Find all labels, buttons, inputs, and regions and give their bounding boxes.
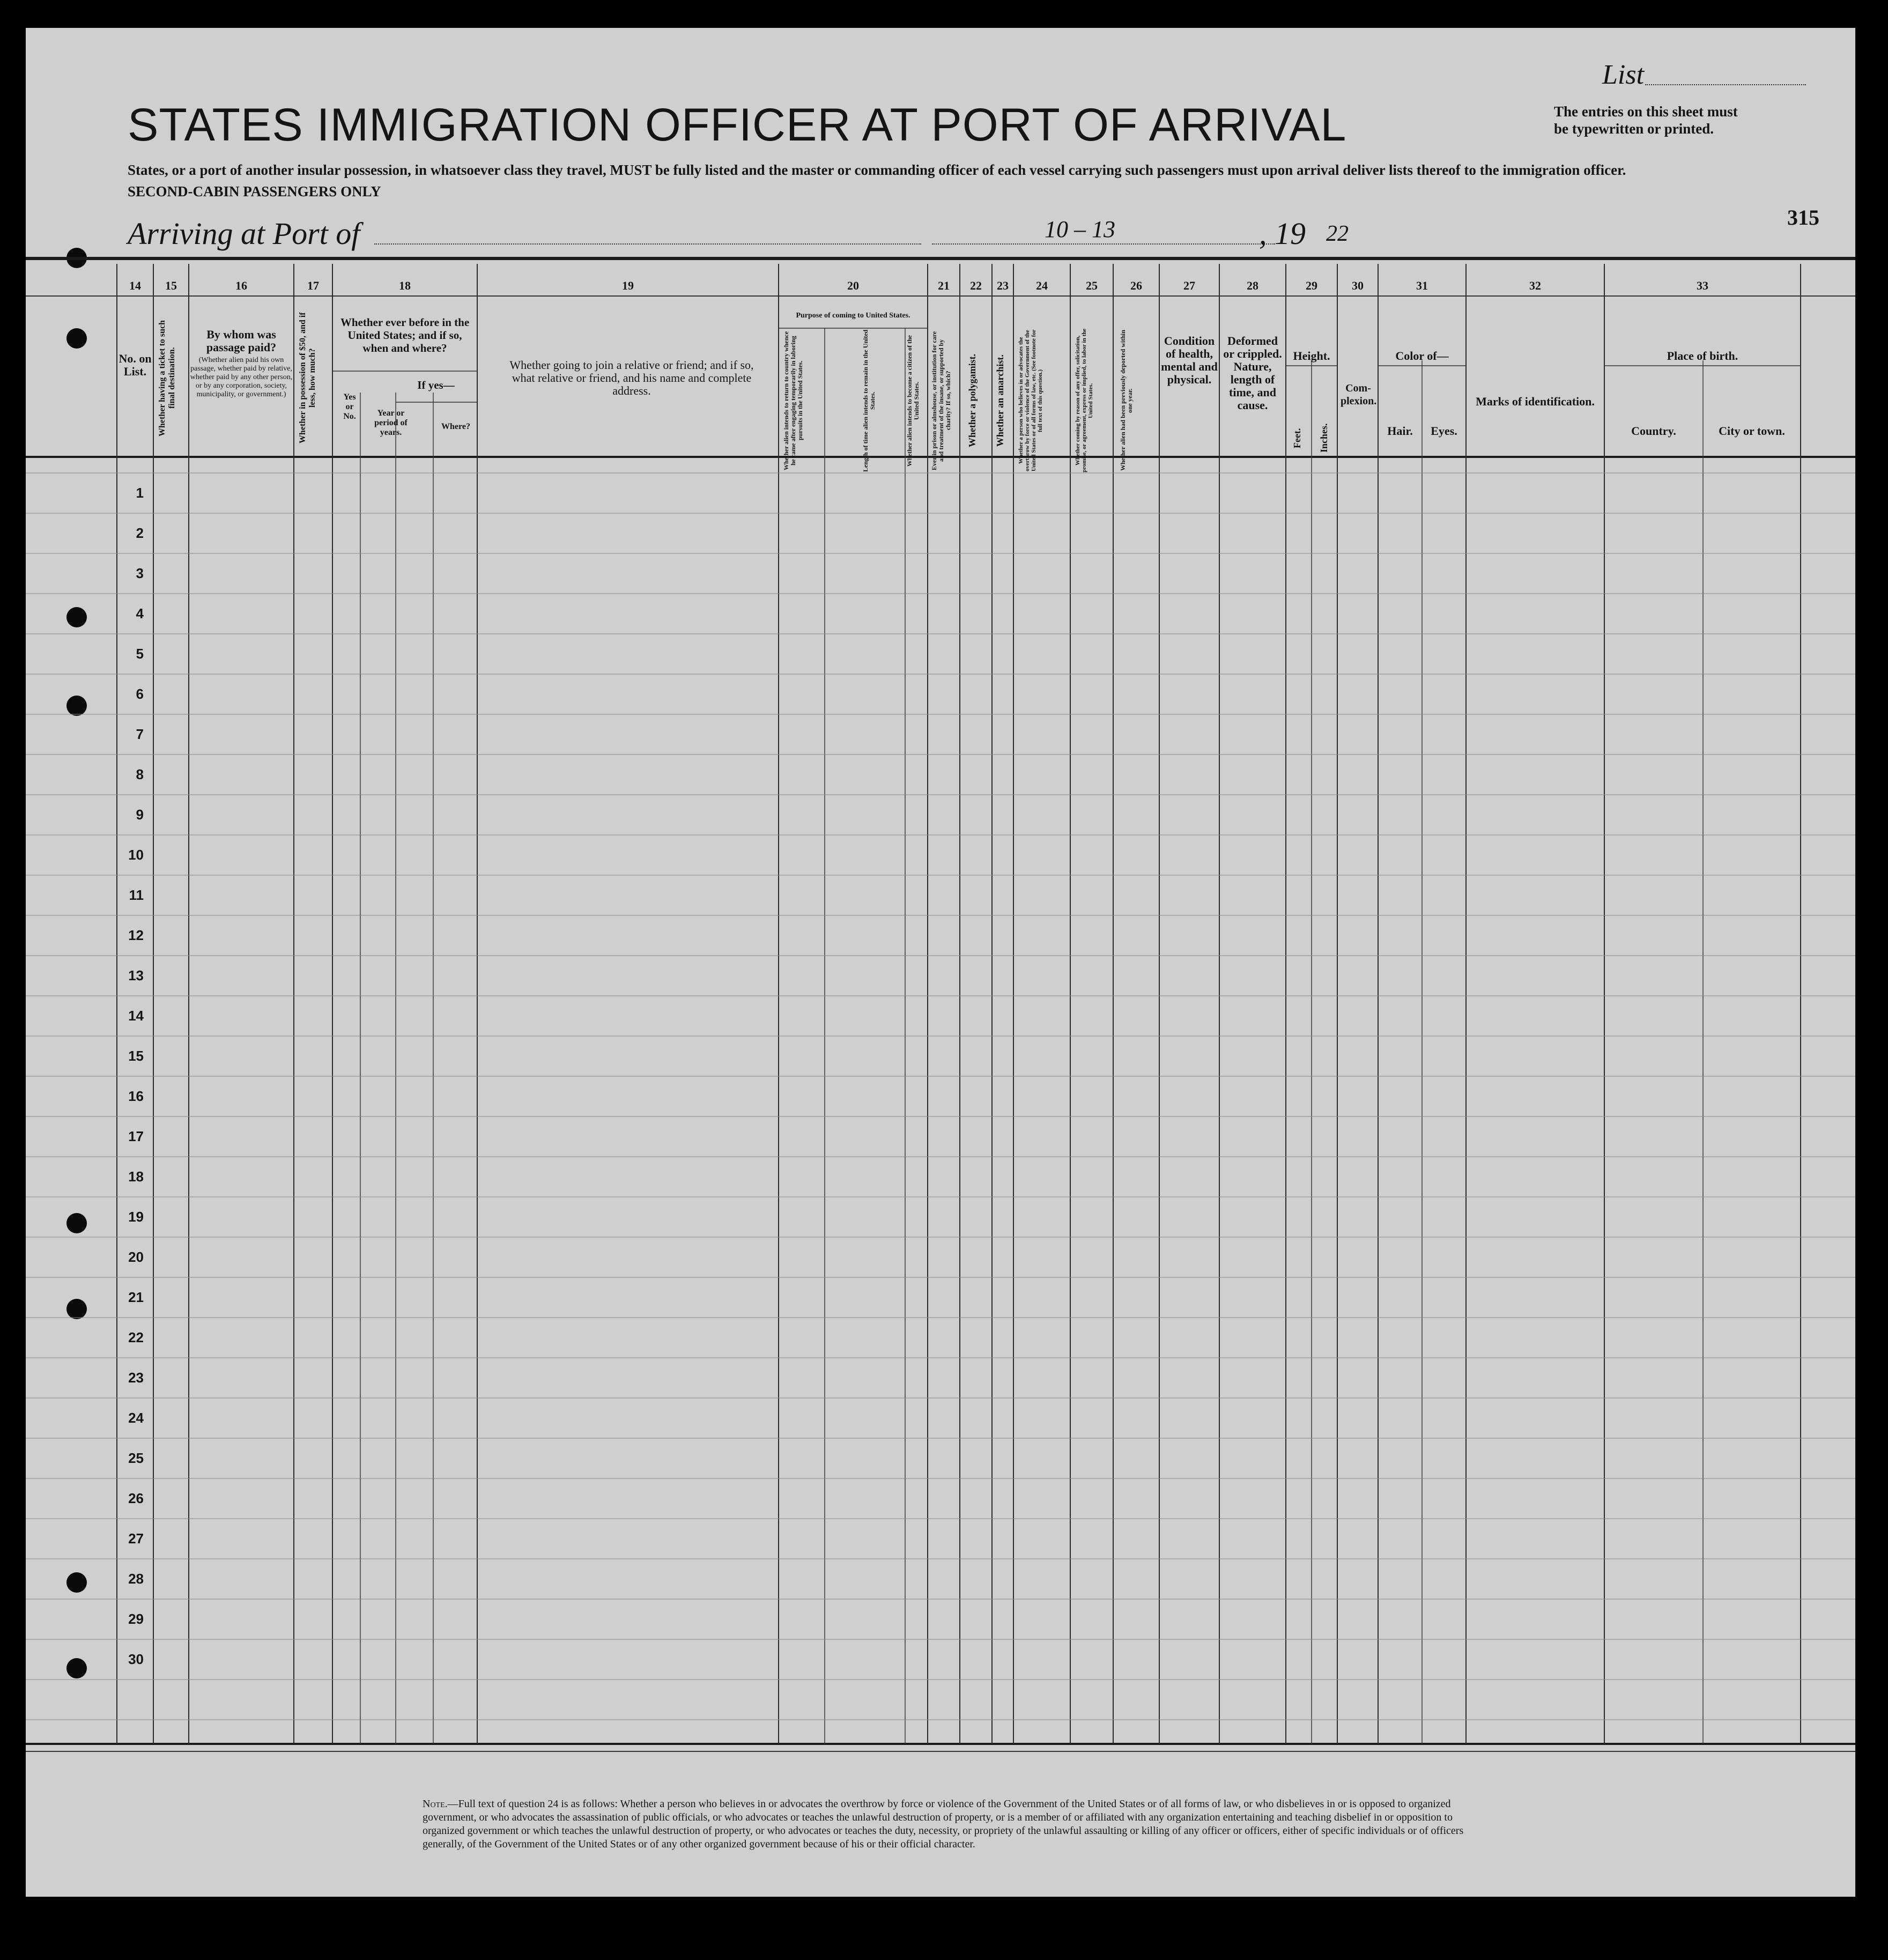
header-eyes: Eyes. — [1431, 424, 1457, 438]
row-number: 22 — [128, 1329, 144, 1345]
row-number: 24 — [128, 1410, 144, 1426]
manifest-sheet — [26, 28, 1855, 1897]
row-number: 4 — [136, 605, 144, 622]
header-city: City or town. — [1719, 424, 1785, 438]
header-condition-health: Condition of health, mental and physical. — [1161, 334, 1218, 386]
header-purpose-return: Whether alien intends to return to country whence he came after engaging temporarily in laboring pursuits in the United States. — [782, 331, 804, 470]
header-passage-paid — [190, 328, 293, 399]
row-number: 1 — [136, 485, 144, 501]
class-line: SECOND-CABIN PASSENGERS ONLY — [128, 183, 381, 199]
row-number: 16 — [128, 1088, 144, 1104]
col-num-16: 16 — [235, 279, 247, 292]
year-prefix: , 19 — [1259, 216, 1306, 251]
row-number: 15 — [128, 1048, 144, 1064]
arriving-label: Arriving at Port of — [128, 216, 360, 251]
col-num-24: 24 — [1036, 279, 1048, 292]
header-purpose: Purpose of coming to United States. — [796, 312, 910, 320]
col-num-15: 15 — [165, 279, 177, 292]
row-number: 8 — [136, 766, 144, 782]
row-number: 27 — [128, 1530, 144, 1547]
col-num-20: 20 — [847, 279, 859, 292]
row-number: 5 — [136, 646, 144, 662]
row-number: 6 — [136, 686, 144, 702]
header-feet: Feet. — [1292, 428, 1302, 448]
header-marks: Marks of identification. — [1476, 395, 1595, 408]
row-number: 19 — [128, 1209, 144, 1225]
col-num-32: 32 — [1529, 279, 1541, 292]
row-number: 11 — [129, 887, 144, 903]
header-height: Height. — [1293, 349, 1330, 363]
header-complexion: Com-plexion. — [1341, 382, 1377, 407]
row-number: 17 — [128, 1128, 144, 1144]
row-number: 26 — [128, 1490, 144, 1506]
header-citizen: Whether alien intends to become a citizen of the United States. — [906, 335, 920, 467]
header-yes-no: Yes or No. — [343, 393, 356, 421]
year-handwritten: 22 — [1326, 221, 1349, 246]
col-num-33: 33 — [1697, 279, 1708, 292]
row-number: 13 — [128, 967, 144, 983]
header-year-period: Year or period of years. — [374, 409, 408, 437]
date-handwritten: 10 – 13 — [1045, 216, 1115, 242]
header-place-birth: Place of birth. — [1667, 349, 1738, 363]
header-prison: Ever in prison or almshouse, or institution for care and treatment of the insane, or supported by charity? If so, which? — [930, 331, 952, 470]
header-where: Where? — [441, 422, 470, 431]
row-number: 21 — [128, 1289, 144, 1305]
row-number: 25 — [128, 1450, 144, 1466]
header-color-of: Color of— — [1395, 349, 1449, 363]
instruction-line: States, or a port of another insular possession, in whatsoever class they travel, MUST be fully listed and the master or commanding officer of each vessel carrying such passengers must upon arrival deliver lists thereof to the immigration officer. — [128, 162, 1626, 178]
col-num-27: 27 — [1183, 279, 1195, 292]
header-polygamist: Whether a polygamist. — [967, 353, 978, 448]
col-num-30: 30 — [1352, 279, 1364, 292]
manifest-grid — [26, 28, 1855, 1897]
col-num-25: 25 — [1086, 279, 1098, 292]
col-num-18: 18 — [399, 279, 411, 292]
header-length-stay: Length of time alien intends to remain in the United States. — [862, 329, 876, 472]
row-number: 9 — [136, 807, 144, 823]
col-num-14: 14 — [129, 279, 141, 292]
entries-note-line2: be typewritten or printed. — [1554, 121, 1714, 137]
row-number: 30 — [128, 1651, 144, 1667]
row-number: 7 — [136, 726, 144, 742]
page-number: 315 — [1787, 205, 1819, 230]
header-deported: Whether alien had been previously deported within one year. — [1119, 330, 1134, 471]
entries-note-line1: The entries on this sheet must — [1554, 103, 1738, 120]
header-ever-before: Whether ever before in the United States; and if so, when and where? — [340, 316, 470, 354]
row-number: 10 — [128, 847, 144, 863]
row-number: 3 — [136, 565, 144, 581]
header-overthrow: Whether a person who believes in or advocates the overthrow by force or violence of the Government of the United States or of all forms of law, etc. (See footnote for full text of this question.) — [1018, 329, 1043, 472]
col-num-22: 22 — [970, 279, 982, 292]
footnote — [423, 1798, 1474, 1851]
header-if-yes: If yes— — [417, 379, 455, 391]
col-num-26: 26 — [1130, 279, 1142, 292]
row-number: 29 — [128, 1611, 144, 1627]
col-num-23: 23 — [997, 279, 1009, 292]
list-label: List — [1602, 60, 1645, 90]
row-number: 2 — [136, 525, 144, 541]
footnote-text: Full text of question 24 is as follows: Whether a person who believes in or advocates the overthrow by force or violence of the Government of the United States or of all forms of law, or who disbelieves in or is opposed to organized government, or who advocates the assassination of public officials, or who advocates or teaches the unlawful destruction of property, or is a member of or affiliated with any organization entertaining and teaching disbelief in or opposition to organized government or which teaches the unlawful destruction of property, or who advocates or teaches the duty, necessity, or propriety of the unlawful assaulting or killing of any officer or officers, either of specific individuals or of officers generally, of the Government of the United States or of any other organized government because of his or their official character. — [423, 1798, 1464, 1850]
header-hair: Hair. — [1387, 424, 1413, 438]
passage-paid-label: By whom was passage paid? — [206, 328, 277, 354]
page-title: STATES IMMIGRATION OFFICER AT PORT OF ARRIVAL — [128, 99, 1347, 151]
col-num-29: 29 — [1306, 279, 1317, 292]
row-number: 18 — [128, 1168, 144, 1185]
header-country: Country. — [1631, 424, 1676, 438]
header-possession-50: Whether in possession of $50, and if less, how much? — [298, 312, 317, 444]
header-join-relative: Whether going to join a relative or friend; and if so, what relative or friend, and his name and complete address. — [509, 358, 754, 397]
header-no-on-list: No. on List. — [119, 352, 152, 378]
col-num-28: 28 — [1247, 279, 1258, 292]
row-number: 14 — [128, 1008, 144, 1024]
col-num-19: 19 — [622, 279, 634, 292]
footnote-label: Note.— — [423, 1798, 458, 1810]
header-deformed: Deformed or crippled. Nature, length of time, and cause. — [1223, 334, 1282, 412]
row-number: 20 — [128, 1249, 144, 1265]
header-anarchist: Whether an anarchist. — [995, 354, 1005, 447]
row-number: 28 — [128, 1571, 144, 1587]
header-offer-labor: Whether coming by reason of any offer, solicitation, promise, or agreement, express or implied, to labor in the United States. — [1075, 328, 1094, 473]
header-ticket: Whether having a ticket to such final destination. — [158, 320, 176, 437]
row-number: 23 — [128, 1370, 144, 1386]
col-num-21: 21 — [938, 279, 950, 292]
col-num-31: 31 — [1416, 279, 1428, 292]
passage-paid-sub: (Whether alien paid his own passage, whether paid by relative, whether paid by any other person, or by any corporation, society, municipality, or government.) — [190, 356, 293, 398]
row-number: 12 — [128, 927, 144, 943]
header-inches: Inches. — [1319, 423, 1329, 453]
col-num-17: 17 — [307, 279, 319, 292]
